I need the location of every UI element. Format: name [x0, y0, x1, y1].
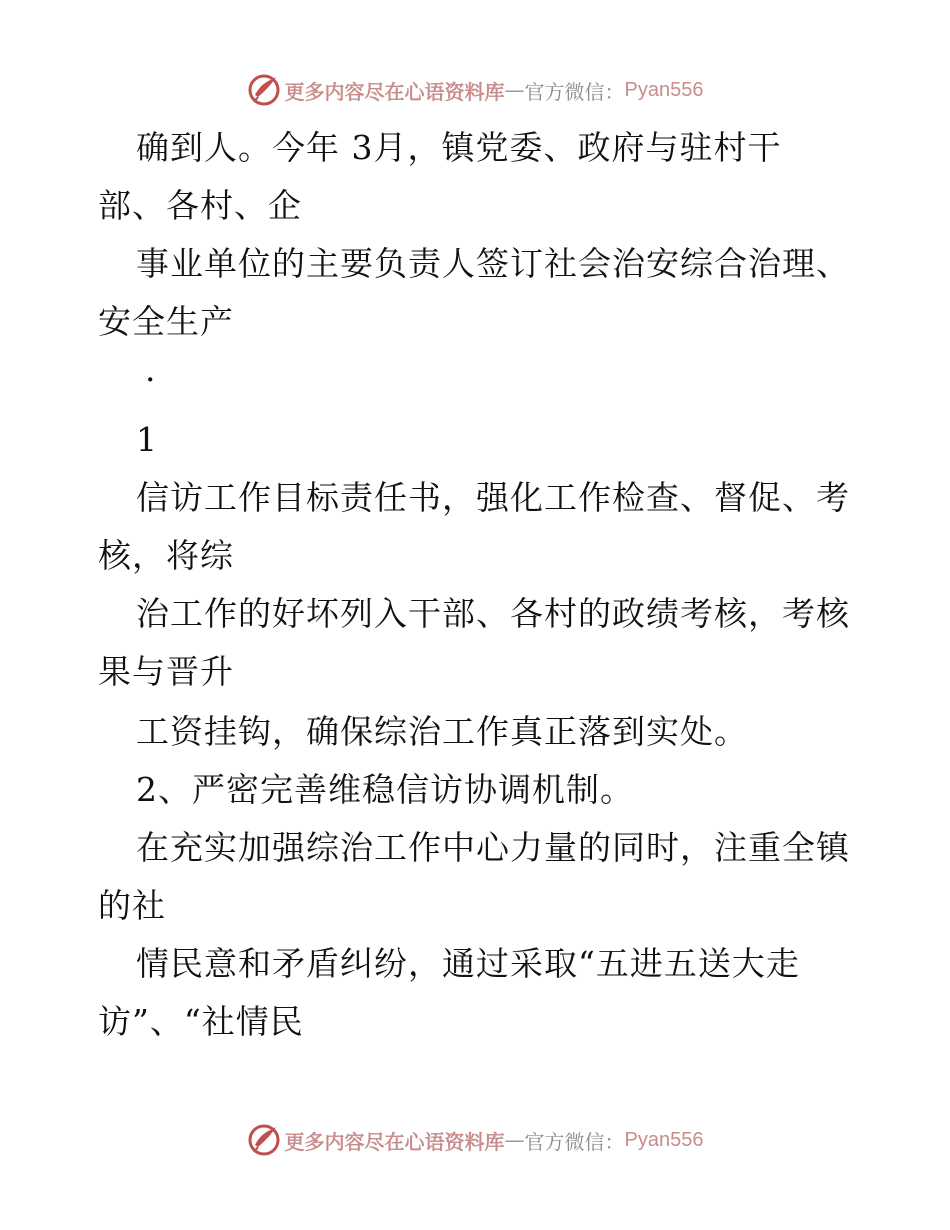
body-line: 访”、“社情民: [98, 1002, 304, 1041]
body-line: 情民意和矛盾纠纷，通过采取“五进五送大走: [136, 944, 800, 983]
body-line: 确到人。今年 3月，镇党委、政府与驻村干: [136, 128, 782, 167]
footer-separator: —: [504, 1128, 525, 1152]
header-wechat-id: Pyan556: [624, 78, 704, 101]
body-line: ·: [145, 360, 157, 399]
header-wechat-label: 官方微信：: [524, 79, 625, 104]
footer-banner: [0, 1118, 950, 1162]
body-line: 部、各村、企: [98, 186, 302, 225]
body-line: 果与晋升: [98, 652, 234, 691]
footer-brand-text: 更多内容尽在心语资料库: [284, 1129, 505, 1154]
body-line: 信访工作目标责任书，强化工作检查、督促、考: [136, 478, 850, 517]
body-line: 在充实加强综治工作中心力量的同时，注重全镇: [136, 828, 850, 867]
quill-circle-logo-icon: [247, 1123, 281, 1157]
body-line: 事业单位的主要负责人签订社会治安综合治理、: [136, 244, 850, 283]
body-line: 的社: [98, 886, 166, 925]
header-separator: —: [504, 78, 525, 102]
footer-wechat-label: 官方微信：: [524, 1129, 625, 1154]
body-line: 安全生产: [98, 302, 234, 341]
body-line: 治工作的好坏列入干部、各村的政绩考核，考核: [136, 594, 850, 633]
header-banner: [0, 68, 950, 112]
footer-wechat-id: Pyan556: [624, 1128, 704, 1151]
quill-circle-logo-icon: [247, 73, 281, 107]
body-line: 核，将综: [98, 536, 234, 575]
body-line: 2、严密完善维稳信访协调机制。: [136, 770, 634, 809]
body-line: 1: [136, 420, 158, 459]
body-line: 工资挂钩，确保综治工作真正落到实处。: [136, 712, 748, 751]
header-brand-text: 更多内容尽在心语资料库: [284, 79, 505, 104]
